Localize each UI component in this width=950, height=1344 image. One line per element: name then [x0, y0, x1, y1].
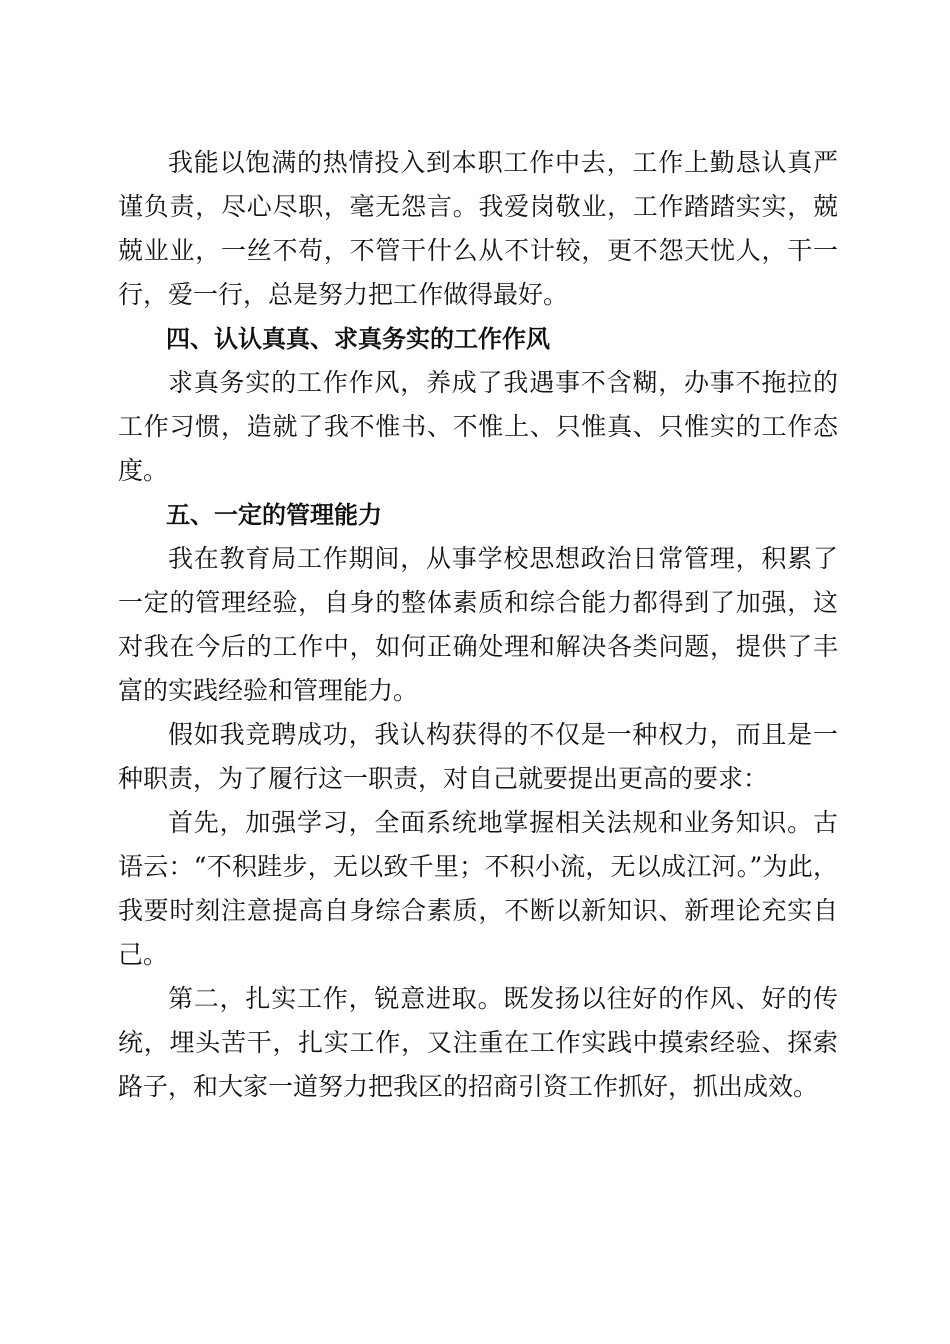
- section-heading-4: 四、认认真真、求真务实的工作作风: [166, 325, 550, 353]
- paragraph-work-style: 求真务实的工作作风，养成了我遇事不含糊，办事不拖拉的工作习惯，造就了我不惟书、不惟上、只惟真、只惟实的工作态度。: [118, 368, 838, 485]
- paragraph-second-work: 第二，扎实工作，锐意进取。既发扬以往好的作风、好的传统，埋头苦干，扎实工作，又注重在工作实践中摸索经验、探索路子，和大家一道努力把我区的招商引资工作抓好，抓出成效。: [118, 984, 838, 1101]
- document-body: [118, 141, 838, 1109]
- section-heading-5: 五、一定的管理能力: [166, 501, 382, 529]
- paragraph-first-learning: 首先，加强学习，全面系统地掌握相关法规和业务知识。古语云：“不积跬步，无以致千里；不积小流，无以成江河。”为此，我要时刻注意提高自身综合素质，不断以新知识、新理论充实自己。: [118, 808, 838, 969]
- paragraph-management: 我在教育局工作期间，从事学校思想政治日常管理，积累了一定的管理经验，自身的整体素质和综合能力都得到了加强，这对我在今后的工作中，如何正确处理和解决各类问题，提供了丰富的实践经验和管理能力。: [118, 544, 838, 705]
- paragraph-if-successful: 假如我竞聘成功，我认构获得的不仅是一种权力，而且是一种职责，为了履行这一职责，对自己就要提出更高的要求：: [118, 720, 838, 793]
- paragraph-work-attitude: 我能以饱满的热情投入到本职工作中去，工作上勤恳认真严谨负责，尽心尽职，毫无怨言。我爱岗敬业，工作踏踏实实，兢兢业业，一丝不苟，不管干什么从不计较，更不怨天忧人，干一行，爱一行，总是努力把工作做得最好。: [118, 148, 838, 309]
